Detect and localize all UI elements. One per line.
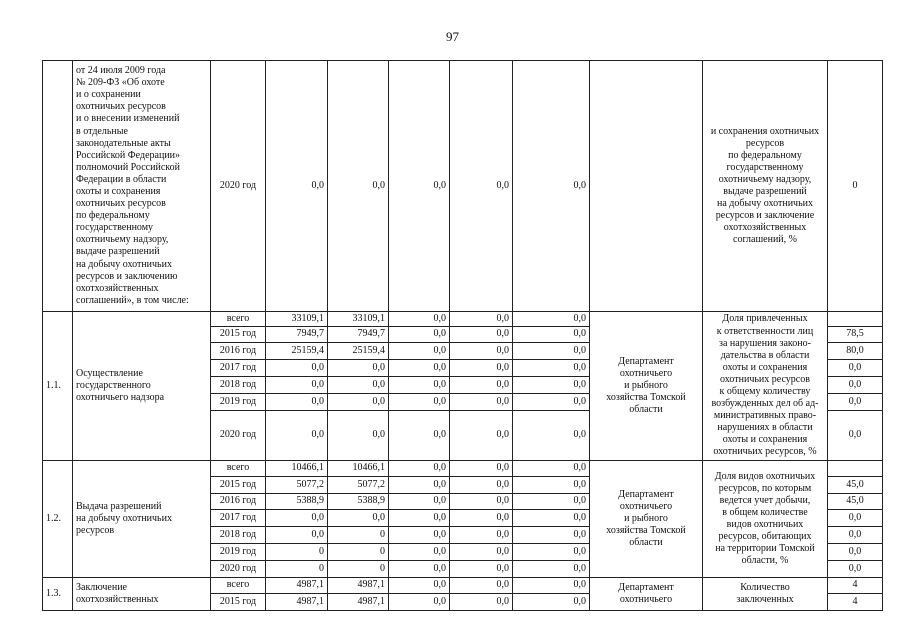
year-cell: 2020 год	[211, 411, 266, 461]
indicator-value-cell: 45,0	[828, 477, 883, 494]
section-number-cell: 1.1.	[43, 312, 73, 461]
amount-cell: 0,0	[328, 61, 389, 312]
amount-cell: 0,0	[389, 377, 450, 394]
section-number-cell: 1.3.	[43, 578, 73, 611]
indicator-value-cell: 0,0	[828, 394, 883, 411]
amount-cell: 10466,1	[328, 461, 389, 477]
amount-cell: 0,0	[450, 312, 513, 327]
amount-cell: 0,0	[513, 510, 590, 527]
year-cell: 2018 год	[211, 527, 266, 544]
text-line: охотничьего	[619, 367, 673, 379]
year-cell: 2019 год	[211, 394, 266, 411]
indicator-value-cell: 0,0	[828, 544, 883, 561]
amount-cell: 0,0	[389, 578, 450, 594]
text-line: и рыбного	[624, 379, 668, 391]
amount-cell: 0,0	[389, 343, 450, 360]
amount-cell: 0,0	[513, 594, 590, 611]
amount-cell: 0,0	[328, 394, 389, 411]
year-cell: 2015 год	[211, 477, 266, 494]
amount-cell: 0,0	[513, 527, 590, 544]
amount-cell: 0,0	[450, 494, 513, 510]
amount-total-cell: 5388,9	[266, 494, 328, 510]
text-line: ресурсов, по которым	[718, 482, 812, 494]
text-line: ведется учет добычи,	[719, 494, 811, 506]
department-cell	[590, 461, 703, 578]
indicator-value-cell: 0	[828, 61, 883, 312]
amount-total-cell: 5077,2	[266, 477, 328, 494]
text-line: ресурсов, обитающих	[718, 531, 812, 543]
amount-cell: 0,0	[328, 411, 389, 461]
continuation-row	[43, 61, 883, 312]
text-line: Доля привлеченных	[722, 313, 808, 325]
amount-cell: 4987,1	[328, 594, 389, 611]
text-line: на территории Томской	[715, 543, 815, 555]
text-line: охотхозяйственных	[76, 594, 159, 605]
text-line: государственному	[76, 222, 154, 234]
amount-cell: 0,0	[389, 461, 450, 477]
section-number-cell	[43, 61, 73, 312]
amount-total-cell: 0,0	[266, 61, 328, 312]
indicator-value-cell	[828, 312, 883, 327]
amount-total-cell: 0,0	[266, 394, 328, 411]
amount-cell: 33109,1	[328, 312, 389, 327]
year-cell: всего	[211, 578, 266, 594]
amount-cell: 0,0	[513, 377, 590, 394]
indicator-value-cell: 4	[828, 578, 883, 594]
text-line: министративных право-	[713, 410, 817, 422]
year-cell: всего	[211, 461, 266, 477]
amount-cell: 0,0	[450, 477, 513, 494]
text-line: и о внесении изменений	[76, 113, 180, 125]
amount-cell: 0,0	[513, 312, 590, 327]
amount-cell: 0,0	[513, 343, 590, 360]
amount-cell: 0,0	[450, 327, 513, 343]
text-line: по федеральному	[728, 149, 802, 161]
text-line: № 209-ФЗ «Об охоте	[76, 77, 165, 89]
amount-cell: 0,0	[513, 544, 590, 561]
amount-total-cell: 7949,7	[266, 327, 328, 343]
department-cell	[590, 61, 703, 312]
text-line: государственного	[76, 379, 151, 391]
amount-cell: 0,0	[513, 578, 590, 594]
text-line: хозяйства Томской	[606, 392, 686, 404]
text-line: на добычу охотничьих	[717, 198, 813, 210]
text-line: соглашений, %	[733, 234, 797, 246]
amount-cell: 0,0	[450, 377, 513, 394]
department-cell	[590, 312, 703, 461]
amount-cell: 0,0	[389, 510, 450, 527]
text-line: Выдача разрешений	[76, 500, 162, 512]
text-line: к ответственности лиц	[716, 325, 814, 337]
table-row	[43, 461, 883, 477]
amount-total-cell: 10466,1	[266, 461, 328, 477]
amount-cell: 0	[328, 527, 389, 544]
amount-cell: 0,0	[513, 561, 590, 578]
text-line: по федеральному	[76, 210, 150, 222]
text-line: Доля видов охотничьих	[714, 470, 816, 482]
text-line: охотничьего надзора	[76, 392, 165, 404]
text-line: охотничьих ресурсов	[76, 101, 166, 113]
indicator-cell	[703, 312, 828, 461]
indicator-cell	[703, 461, 828, 578]
text-line: возбужденных дел об ад-	[711, 398, 819, 410]
section-number-cell: 1.2.	[43, 461, 73, 578]
amount-cell: 0,0	[389, 394, 450, 411]
indicator-value-cell: 0,0	[828, 561, 883, 578]
table-row	[43, 578, 883, 594]
amount-cell: 0	[328, 561, 389, 578]
text-line: охоты и сохранения	[722, 434, 808, 446]
text-line: Осуществление	[76, 367, 143, 379]
amount-total-cell: 0,0	[266, 411, 328, 461]
text-line: в общем количестве	[722, 506, 808, 518]
amount-cell: 0,0	[513, 494, 590, 510]
amount-cell: 5077,2	[328, 477, 389, 494]
year-cell: 2015 год	[211, 594, 266, 611]
indicator-value-cell: 4	[828, 594, 883, 611]
amount-cell: 0,0	[389, 360, 450, 377]
amount-cell: 0,0	[513, 61, 590, 312]
text-line: соглашений», в том числе:	[76, 294, 189, 306]
text-line: на добычу охотничьих	[76, 512, 172, 524]
amount-cell: 0,0	[389, 561, 450, 578]
amount-cell: 0,0	[389, 327, 450, 343]
amount-cell: 0	[328, 544, 389, 561]
text-line: охоты и сохранения	[76, 186, 161, 197]
page-number: 97	[446, 29, 459, 44]
amount-cell: 4987,1	[328, 578, 389, 594]
amount-cell: 0,0	[513, 411, 590, 461]
indicator-cell	[703, 61, 828, 312]
amount-cell: 0,0	[450, 544, 513, 561]
year-cell: 2016 год	[211, 494, 266, 510]
text-line: и рыбного	[624, 512, 668, 524]
year-cell: 2016 год	[211, 343, 266, 360]
year-cell: 2017 год	[211, 360, 266, 377]
text-line: на добычу охотничьих	[76, 258, 172, 270]
amount-cell: 7949,7	[328, 327, 389, 343]
amount-cell: 0,0	[450, 411, 513, 461]
amount-cell: 0,0	[513, 477, 590, 494]
text-line: государственному	[726, 161, 804, 173]
amount-total-cell: 0,0	[266, 527, 328, 544]
text-line: охотничьего	[619, 500, 673, 512]
text-line: области	[629, 404, 663, 416]
text-line: охотничьего	[619, 594, 673, 605]
amount-cell: 0,0	[513, 327, 590, 343]
indicator-value-cell: 45,0	[828, 494, 883, 510]
amount-cell: 0,0	[450, 594, 513, 611]
text-line: охотничьему надзору,	[76, 234, 169, 246]
indicator-value-cell: 0,0	[828, 510, 883, 527]
text-line: ресурсов и заключение	[715, 210, 815, 222]
year-cell: 2015 год	[211, 327, 266, 343]
amount-total-cell: 0,0	[266, 510, 328, 527]
amount-total-cell: 0	[266, 544, 328, 561]
text-line: заключенных	[736, 594, 794, 605]
amount-cell: 0,0	[328, 360, 389, 377]
amount-cell: 0,0	[389, 527, 450, 544]
year-cell: всего	[211, 312, 266, 327]
text-line: охоты и сохранения	[722, 361, 808, 373]
indicator-value-cell: 0,0	[828, 527, 883, 544]
text-line: за нарушения законо-	[719, 337, 811, 349]
text-line: ресурсов и заключению	[76, 270, 178, 282]
amount-cell: 0,0	[450, 510, 513, 527]
amount-cell: 0,0	[450, 360, 513, 377]
text-line: дательства в области	[720, 349, 810, 361]
section-name-cell	[73, 461, 211, 578]
text-line: Российской Федерации»	[76, 149, 181, 161]
amount-cell: 0,0	[389, 494, 450, 510]
amount-cell: 0,0	[389, 477, 450, 494]
text-line: охотничьему надзору,	[718, 173, 812, 185]
amount-cell: 0,0	[450, 343, 513, 360]
year-cell: 2019 год	[211, 544, 266, 561]
text-line: охотхозяйственных	[76, 282, 159, 294]
amount-cell: 0,0	[450, 394, 513, 411]
amount-total-cell: 4987,1	[266, 578, 328, 594]
text-line: Федерации в области	[76, 173, 167, 185]
text-line: Департамент	[618, 581, 674, 593]
year-cell: 2017 год	[211, 510, 266, 527]
year-cell: 2020 год	[211, 561, 266, 578]
amount-cell: 25159,4	[328, 343, 389, 360]
text-line: законодательные акты	[76, 137, 171, 149]
text-line: ресурсов	[76, 525, 115, 537]
department-cell	[590, 578, 703, 611]
amount-cell: 0,0	[450, 461, 513, 477]
text-line: ресурсов	[745, 137, 785, 149]
text-line: Департамент	[618, 355, 674, 367]
amount-total-cell: 4987,1	[266, 594, 328, 611]
amount-cell: 0,0	[389, 594, 450, 611]
section-name-cell	[73, 312, 211, 461]
indicator-value-cell	[828, 461, 883, 477]
indicator-value-cell: 0,0	[828, 411, 883, 461]
text-line: охотничьих ресурсов, %	[713, 446, 817, 458]
text-line: области, %	[741, 555, 789, 567]
amount-cell: 5388,9	[328, 494, 389, 510]
amount-total-cell: 25159,4	[266, 343, 328, 360]
text-line: к общему количеству	[719, 386, 811, 397]
indicator-value-cell: 80,0	[828, 343, 883, 360]
year-cell: 2018 год	[211, 377, 266, 394]
amount-cell: 0,0	[389, 61, 450, 312]
text-line: выдаче разрешений	[76, 246, 160, 258]
text-line: Департамент	[618, 488, 674, 500]
year-cell: 2020 год	[211, 61, 266, 312]
section-name-cell	[73, 578, 211, 611]
text-line: Количество	[740, 581, 790, 593]
text-line: охотничьих ресурсов	[76, 198, 166, 210]
amount-cell: 0,0	[389, 411, 450, 461]
text-line: и сохранения охотничьих	[710, 125, 820, 137]
text-line: полномочий Российской	[76, 161, 180, 173]
text-line: нарушениях в области	[717, 422, 813, 434]
indicator-cell	[703, 578, 828, 611]
amount-cell: 0,0	[389, 312, 450, 327]
amount-total-cell: 0	[266, 561, 328, 578]
amount-total-cell: 0,0	[266, 377, 328, 394]
indicator-value-cell: 78,5	[828, 327, 883, 343]
amount-cell: 0,0	[450, 527, 513, 544]
text-line: охотничьих ресурсов	[720, 373, 810, 385]
amount-cell: 0,0	[513, 360, 590, 377]
amount-cell: 0,0	[450, 561, 513, 578]
text-line: Заключение	[76, 581, 127, 593]
amount-total-cell: 0,0	[266, 360, 328, 377]
amount-cell: 0,0	[389, 544, 450, 561]
amount-cell: 0,0	[328, 510, 389, 527]
program-name-cell	[73, 61, 211, 312]
budget-table	[42, 60, 883, 611]
text-line: охотхозяйственных	[723, 222, 807, 234]
amount-cell: 0,0	[450, 61, 513, 312]
amount-cell: 0,0	[328, 377, 389, 394]
text-line: от 24 июля 2009 года	[76, 65, 166, 77]
text-line: выдаче разрешений	[723, 186, 807, 197]
text-line: и о сохранении	[76, 89, 141, 101]
text-line: в отдельные	[76, 125, 128, 137]
text-line: хозяйства Томской	[606, 525, 686, 537]
text-line: видов охотничьих	[726, 519, 804, 530]
table-row	[43, 312, 883, 327]
amount-cell: 0,0	[513, 394, 590, 411]
indicator-value-cell: 0,0	[828, 360, 883, 377]
amount-total-cell: 33109,1	[266, 312, 328, 327]
amount-cell: 0,0	[513, 461, 590, 477]
text-line: области	[629, 537, 663, 549]
indicator-value-cell: 0,0	[828, 377, 883, 394]
amount-cell: 0,0	[450, 578, 513, 594]
